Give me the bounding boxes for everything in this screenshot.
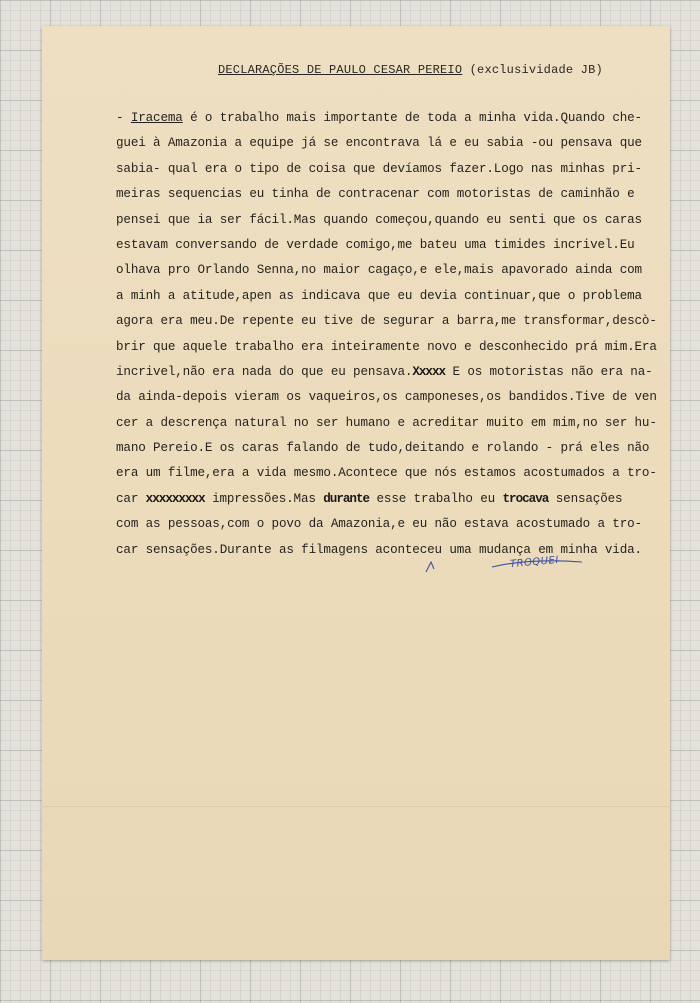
line-text: pensei que ia ser fácil.Mas quando começou,quando eu senti que os caras <box>116 212 642 227</box>
pen-underline-mark <box>490 556 586 570</box>
heading-title: DECLARAÇÕES DE PAULO CESAR PEREIO <box>218 63 463 77</box>
line-text: era um filme,era a vida mesmo.Acontece que nós estamos acostumados a tro- <box>116 466 657 481</box>
document-heading <box>218 63 603 77</box>
text-line <box>116 436 650 461</box>
handwritten-correction: TROQUEI <box>509 554 560 571</box>
line-text: car <box>116 491 146 506</box>
text-line <box>116 512 642 537</box>
text-line <box>116 309 657 334</box>
text-line <box>116 208 642 233</box>
struck-out-text: Xxxxx <box>412 364 446 379</box>
pen-caret-mark <box>424 560 436 574</box>
line-text: agora era meu.De repente eu tive de segurar a barra,me transformar,descò- <box>116 314 657 329</box>
line-text: meiras sequencias eu tinha de contracenar com motoristas de caminhão e <box>116 187 635 202</box>
line-text: a minh a atitude,apen as indicava que eu devia continuar,que o problema <box>116 288 642 303</box>
text-line <box>116 106 642 131</box>
film-title: Iracema <box>130 111 183 125</box>
heading-suffix: (exclusividade JB) <box>469 63 603 77</box>
text-line <box>116 411 657 436</box>
line-text: impressões.Mas <box>204 491 324 506</box>
text-line <box>116 487 636 512</box>
text-line <box>116 284 642 309</box>
text-line <box>116 385 657 410</box>
text-line <box>116 233 636 258</box>
line-text: com as pessoas,com o povo da Amazonia,e eu não estava acostumado a tro- <box>116 517 642 532</box>
line-text: brir que aquele trabalho era inteiramente novo e desconhecido prá mim.Era <box>116 339 657 354</box>
line-text: sensações <box>548 491 623 506</box>
line-text: olhava pro Orlando Senna,no maior cagaço,e ele,mais apavorado ainda com <box>116 263 642 278</box>
struck-out-text: durante <box>323 491 370 506</box>
line-text: estavam conversando de verdade comigo,me bateu uma timides incrivel.Eu <box>116 237 635 252</box>
text-line <box>116 335 657 360</box>
text-line <box>116 360 653 385</box>
line-text: incrivel,não era nada do que eu pensava. <box>116 364 413 379</box>
line-text: - <box>116 111 131 125</box>
line-text: mano Pereio.E os caras falando de tudo,deitando e rolando - prá eles não <box>116 441 650 456</box>
line-text: guei à Amazonia a equipe já se encontrava lá e eu sabia -ou pensava que <box>116 136 642 151</box>
text-line <box>116 182 636 207</box>
line-text: car sensações.Durante as filmagens aconteceu uma mudança em minha vida. <box>116 542 642 557</box>
line-text: da ainda-depois vieram os vaqueiros,os camponeses,os bandidos.Tive de ven <box>116 390 657 405</box>
line-text: é o trabalho mais importante de toda a minha vida.Quando che- <box>182 111 642 125</box>
text-line <box>116 131 642 156</box>
text-line <box>116 258 642 283</box>
document-page <box>42 26 670 960</box>
text-line <box>116 157 642 182</box>
text-line <box>116 461 657 486</box>
struck-out-text: trocava <box>502 491 549 506</box>
line-text: sabia- qual era o tipo de coisa que devíamos fazer.Logo nas minhas pri- <box>116 161 642 176</box>
line-text: E os motoristas não era na- <box>445 364 653 379</box>
typed-body <box>116 106 657 563</box>
line-text: cer a descrença natural no ser humano e acreditar muito em mim,no ser hu- <box>116 415 657 430</box>
line-text: esse trabalho eu <box>369 491 503 506</box>
struck-out-text: xxxxxxxxx <box>145 491 205 506</box>
